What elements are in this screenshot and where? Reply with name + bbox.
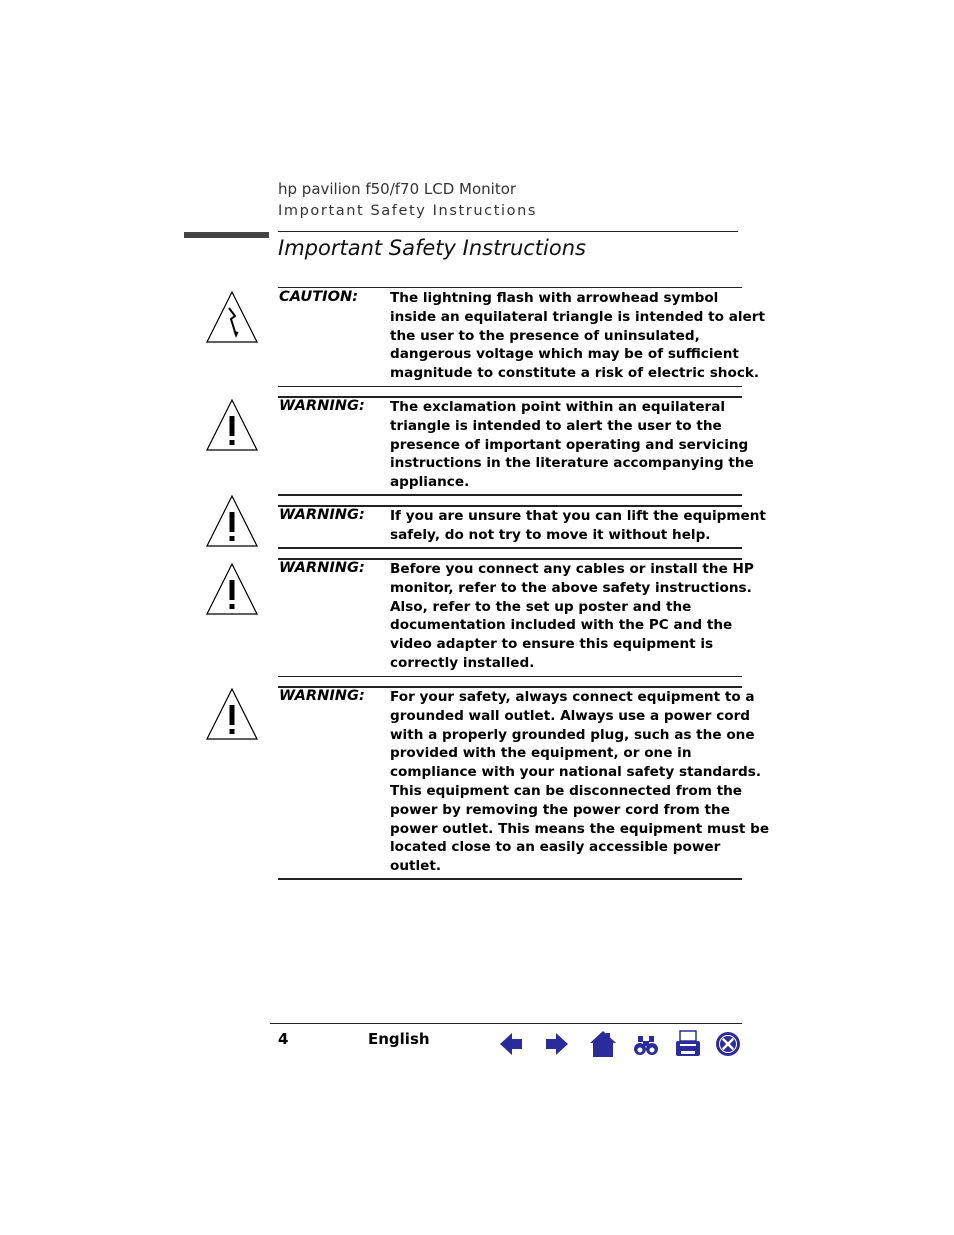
notice-line: The lightning flash with arrowhead symbol (390, 290, 719, 306)
notice-line: power by removing the power cord from the (390, 801, 730, 818)
notice-line: the user to the presence of uninsulated, (390, 327, 700, 344)
print-button[interactable] (673, 1029, 703, 1059)
notice-line: outlet. (390, 858, 442, 875)
notice-divider (278, 494, 742, 496)
lightning-triangle-icon (205, 290, 259, 344)
notice-label: CAUTION: (279, 288, 359, 305)
notice-line: triangle is intended to alert the user to the (390, 417, 722, 434)
binoculars-icon (631, 1029, 661, 1059)
document-section-name: Important Safety Instructions (278, 203, 538, 219)
exclamation-triangle-icon (205, 562, 259, 616)
notice-line: compliance with your national safety standards. (390, 764, 762, 781)
notice-line: monitor, refer to the above safety instructions. (390, 579, 752, 596)
home-icon (588, 1029, 618, 1059)
notice-line: power outlet. This means the equipment must be (390, 820, 770, 837)
notice-line: appliance. (390, 474, 470, 491)
document-product-name: hp pavilion f50/f70 LCD Monitor (278, 180, 517, 198)
arrow-right-icon (542, 1029, 572, 1059)
notice-line: with a properly grounded plug, such as the one (390, 726, 755, 743)
printer-icon (673, 1029, 703, 1059)
notice-label: WARNING: (279, 687, 365, 704)
close-icon (713, 1029, 743, 1059)
footer-divider (270, 1023, 742, 1024)
page-number: 4 (278, 1030, 289, 1048)
section-marker-bar (184, 232, 269, 238)
notice-line: dangerous voltage which may be of sufficient (390, 346, 739, 363)
header-divider (278, 231, 738, 232)
notice-text (390, 398, 754, 492)
notice-line: located close to an easily accessible power (390, 839, 721, 856)
notice-line: documentation included with the PC and the (390, 617, 733, 634)
notice-line: grounded wall outlet. Always use a power cord (390, 707, 751, 724)
next-page-button[interactable] (542, 1029, 572, 1059)
exclamation-triangle-icon (205, 687, 259, 741)
notice-text (390, 688, 770, 876)
notice-line: Also, refer to the set up poster and the (390, 598, 692, 615)
notice-line: The exclamation point within an equilateral (390, 399, 726, 415)
exclamation-triangle-icon (205, 494, 259, 548)
notice-text (390, 560, 754, 673)
notice-line: Before you connect any cables or install the HP (390, 561, 754, 577)
notice-divider (278, 878, 742, 880)
previous-page-button[interactable] (496, 1029, 526, 1059)
notice-line: instructions in the literature accompanying the (390, 455, 754, 472)
notice-line: magnitude to constitute a risk of electric shock. (390, 365, 760, 382)
notice-divider (278, 386, 742, 387)
notice-line: provided with the equipment, or one in (390, 745, 692, 762)
notice-line: inside an equilateral triangle is intended to alert (390, 308, 765, 325)
page-title: Important Safety Instructions (278, 236, 586, 260)
exit-button[interactable] (713, 1029, 743, 1059)
notice-divider (278, 676, 742, 677)
notice-label: WARNING: (279, 506, 365, 523)
home-button[interactable] (588, 1029, 618, 1059)
exclamation-triangle-icon (205, 398, 259, 452)
notice-line: This equipment can be disconnected from the (390, 782, 743, 799)
notice-text (390, 507, 766, 545)
arrow-left-icon (496, 1029, 526, 1059)
notice-line: video adapter to ensure this equipment is (390, 636, 714, 653)
notice-line: correctly installed. (390, 654, 535, 671)
notice-text (390, 289, 765, 383)
language-label: English (368, 1030, 430, 1048)
search-button[interactable] (631, 1029, 661, 1059)
notice-line: presence of important operating and servicing (390, 436, 749, 453)
notice-line: safely, do not try to move it without help. (390, 526, 711, 543)
notice-divider (278, 547, 742, 549)
notice-line: For your safety, always connect equipment to a (390, 689, 755, 705)
notice-label: WARNING: (279, 559, 365, 576)
notice-label: WARNING: (279, 397, 365, 414)
notice-line: If you are unsure that you can lift the equipment (390, 508, 766, 524)
